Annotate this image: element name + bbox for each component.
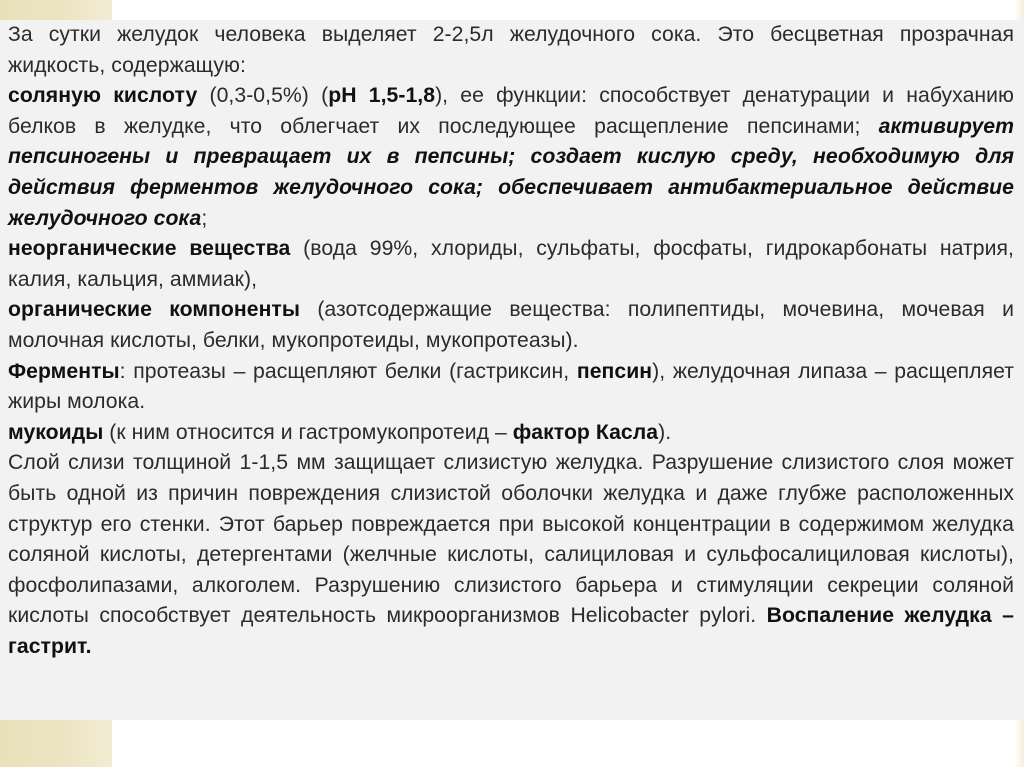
term-castle-factor: фактор Касла <box>512 420 659 444</box>
emphasis-acid-functions: активирует пепсиногены и превращает их в пепсины; создает кислую среду, необходимую для действия ферментов желудочного сока; обеспечивает антибактериальное действие желудочного сока <box>8 114 1014 230</box>
term-pepsin: пепсин <box>576 359 653 383</box>
term-hydrochloric-acid: соляную кислоту <box>8 84 198 108</box>
ph-value: pH 1,5-1,8 <box>328 84 436 108</box>
text-box <box>0 20 1024 720</box>
paragraph-mucus-layer: Слой слизи толщиной 1-1,5 мм защищает слизистую желудка. Разрушение слизистого слоя может быть одной из причин повреждения слизистой оболочки желудка и даже глубже расположенных структур его стенки. Этот барьер повреждается при высокой концентрации в содержимом желудка соляной кислоты, детергентами (желчные кислоты, салициловая и сульфосалициловая кислоты), фосфолипазами, алкоголем. Разрушению слизистого барьера и стимуляции секреции соляной кислоты способствует деятельность микроорганизмов Helicobacter pylori. Воспаление желудка – гастрит. <box>8 451 1014 658</box>
paragraph-enzymes: Ферменты: протеазы – расщепляют белки (гастриксин, пепсин), желудочная липаза – расщепляет жиры молока. <box>8 359 1014 414</box>
term-organic: органические компоненты <box>8 298 300 322</box>
term-mucoids: мукоиды <box>8 420 104 444</box>
paragraph-inorganic: неорганические вещества (вода 99%, хлориды, сульфаты, фосфаты, гидрокарбонаты натрия, калия, кальция, аммиак), <box>8 237 1014 291</box>
paragraph-organic: органические компоненты (азотсодержащие вещества: полипептиды, мочевина, мочевая и молочная кислоты, белки, мукопротеиды, мукопротеазы). <box>8 298 1015 352</box>
paragraph-mucoids: мукоиды (к ним относится и гастромукопротеид – фактор Касла). <box>8 420 672 444</box>
paragraph-hydrochloric-acid: соляную кислоту (0,3-0,5%) (pH 1,5-1,8), ее функции: способствует денатурации и набуханию белков в желудке, что облегчает их последующее расщепление пепсинами; активирует пепсиногены и превращает их в пепсины; создает кислую среду, необходимую для действия ферментов желудочного сока; обеспечивает антибактериальное действие желудочного сока; <box>8 84 1015 230</box>
term-enzymes: Ферменты <box>8 359 120 383</box>
paragraph-intro: За сутки желудок человека выделяет 2-2,5л желудочного сока. Это бесцветная прозрачная жидкость, содержащую: <box>8 23 1014 77</box>
conclusion-gastritis: Воспаление желудка – гастрит. <box>8 604 1014 658</box>
term-inorganic: неорганические вещества <box>8 237 291 261</box>
